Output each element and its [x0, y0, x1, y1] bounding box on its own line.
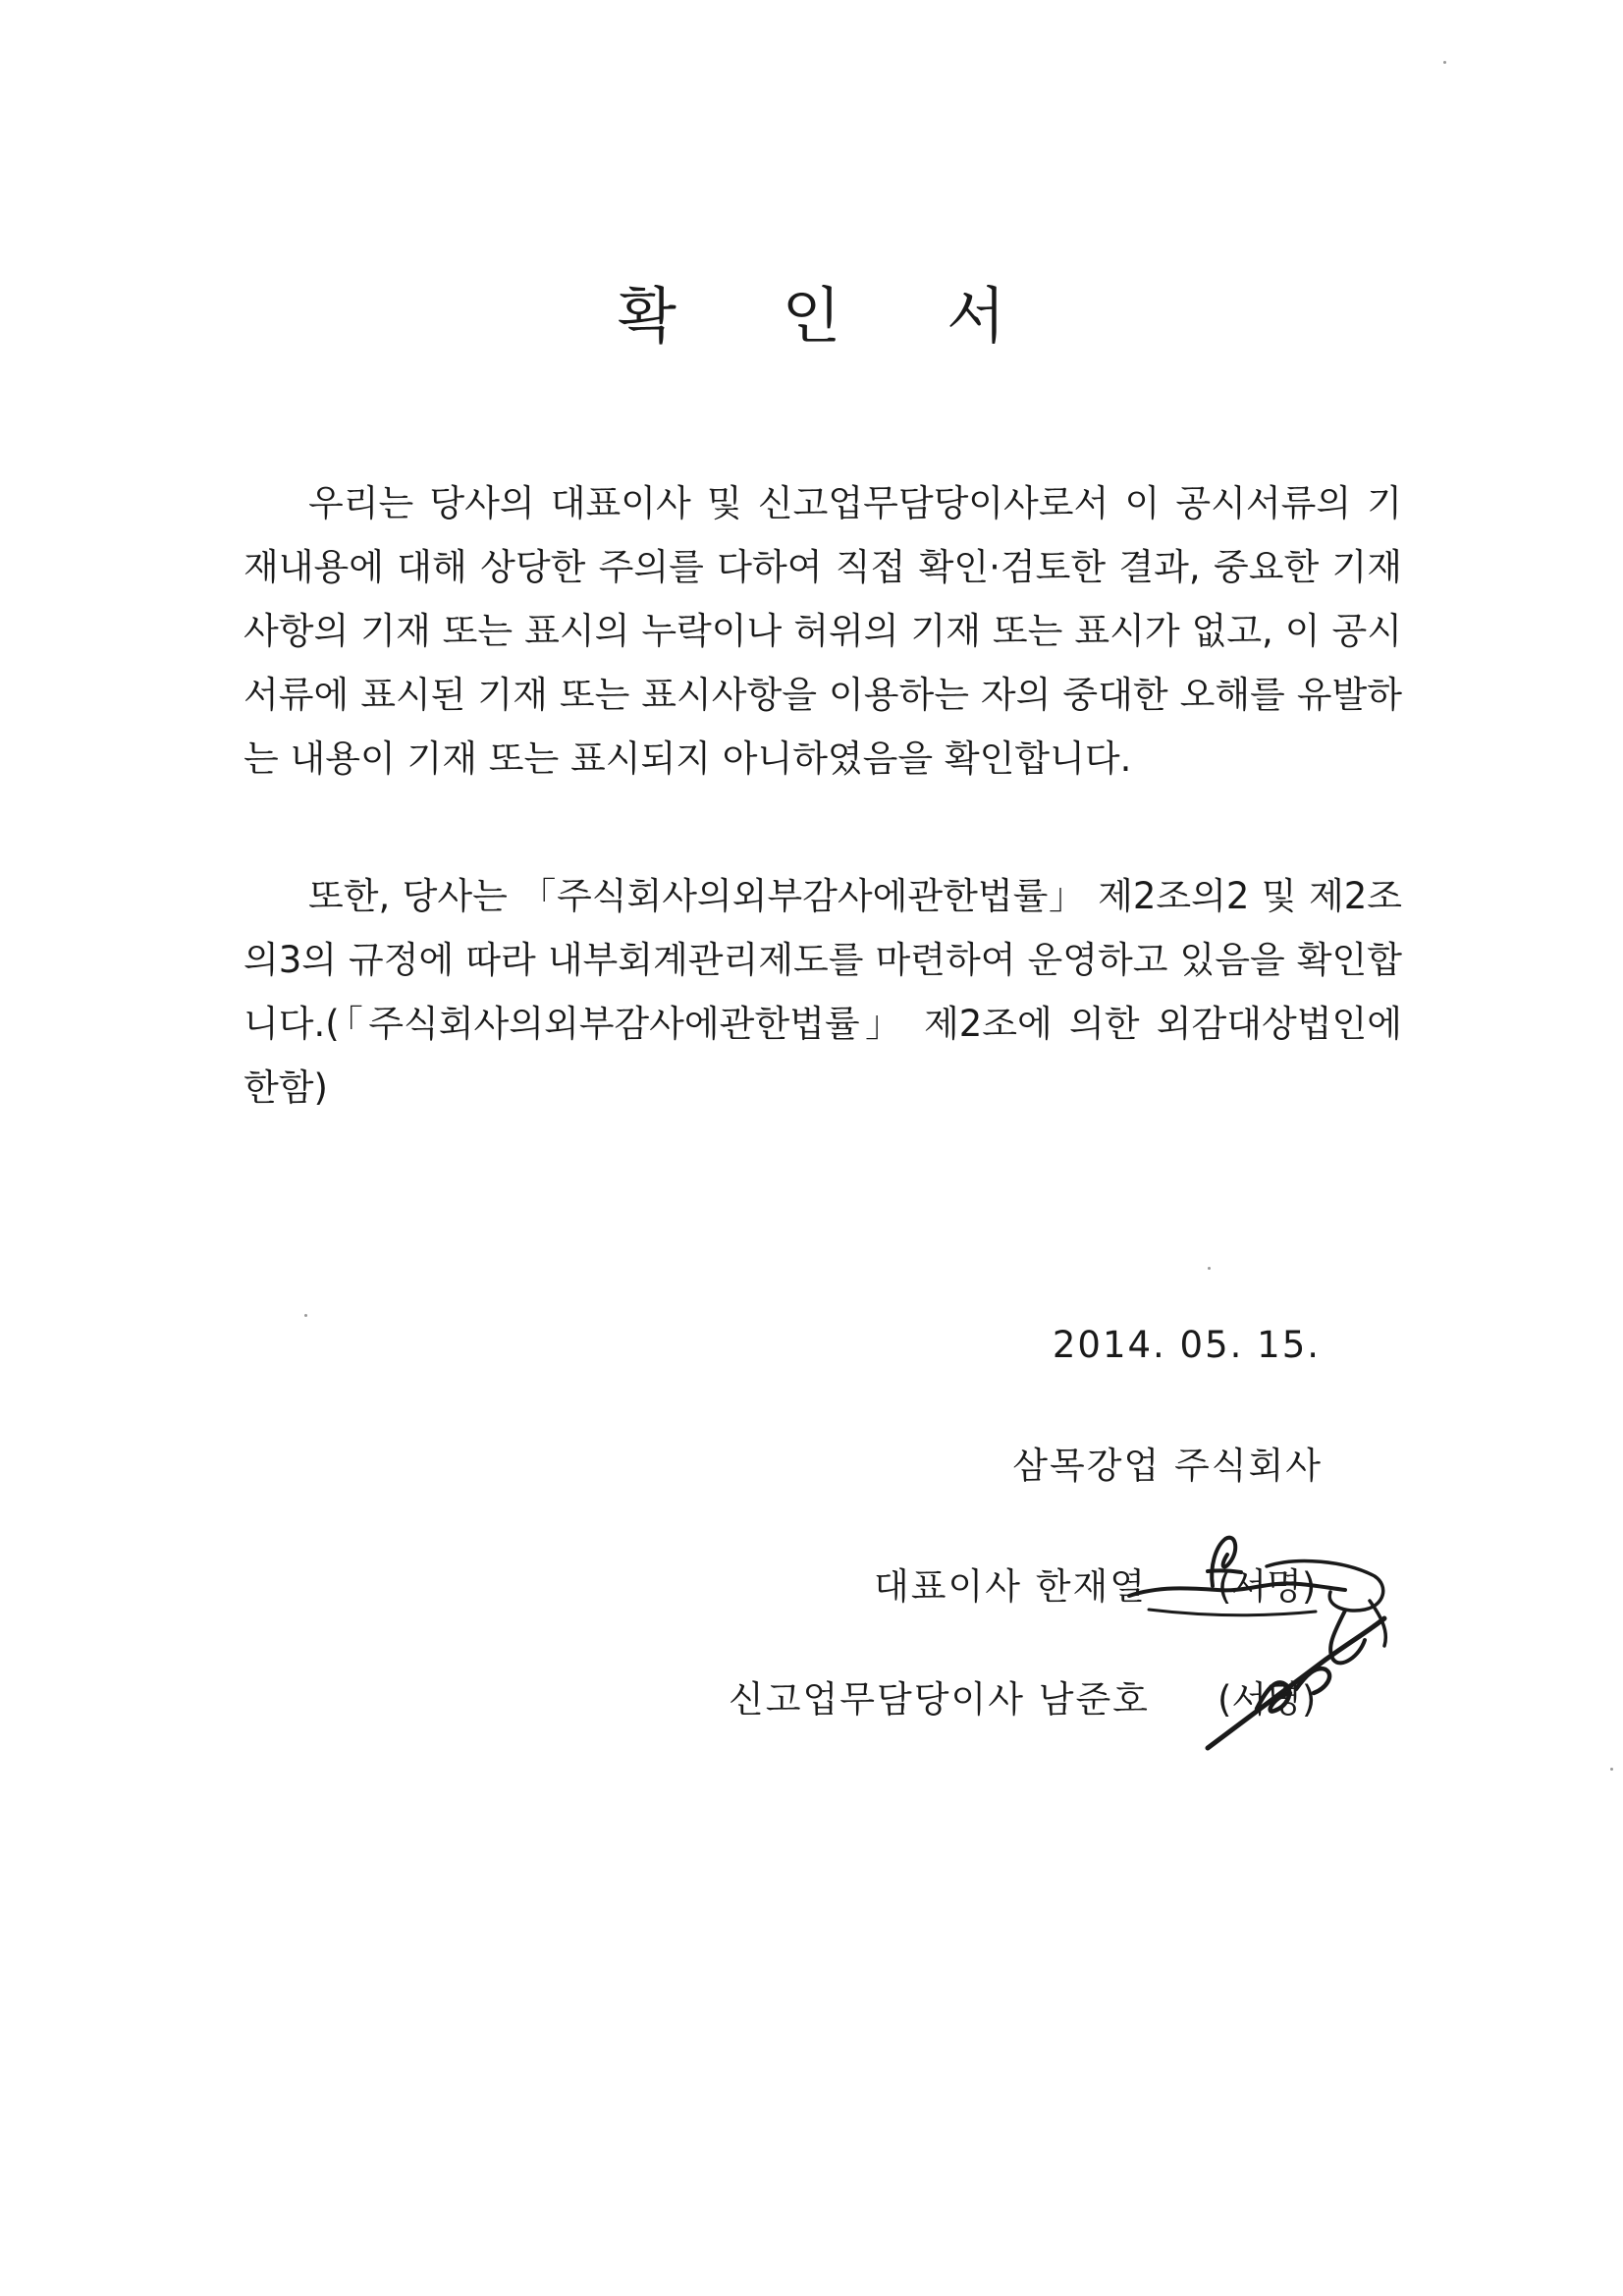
body-paragraph-1: 우리는 당사의 대표이사 및 신고업무담당이사로서 이 공시서류의 기재내용에 대해 상당한 주의를 다하여 직접 확인·검토한 결과, 중요한 기재사항의 기재 또는 표시의 누락이나 허위의 기재 또는 표시가 없고, 이 공시서류에 표시된 기재 또는 표시사항을 이용하는 자의 중대한 오해를 유발하는 내용이 기재 또는 표시되지 아니하였음을 확인합니다.: [243, 482, 1403, 780]
document-date: 2014. 05. 15.: [1052, 1324, 1321, 1366]
scan-speck: [1443, 61, 1446, 64]
scan-speck: [304, 1314, 307, 1317]
document-title: 확 인 서: [617, 280, 1050, 352]
signature-note-1: (서명): [1217, 1565, 1317, 1608]
body-paragraph-2: 또한, 당사는 「주식회사의외부감사에관한법률」 제2조의2 및 제2조의3의 규정에 따라 내부회계관리제도를 마련하여 운영하고 있음을 확인합니다.(「주식회사의외부감사에관한법률」 제2조에 의한 외감대상법인에 한함): [243, 875, 1402, 1109]
company-name: 삼목강업 주식회사: [1012, 1445, 1323, 1487]
signature-note-2: (서명): [1217, 1678, 1317, 1721]
disclosure-director: 신고업무담당이사 남준호: [729, 1678, 1150, 1721]
scan-speck: [1610, 1768, 1613, 1771]
representative-director: 대표이사 한재열: [874, 1565, 1147, 1608]
scan-speck: [1208, 1267, 1211, 1270]
